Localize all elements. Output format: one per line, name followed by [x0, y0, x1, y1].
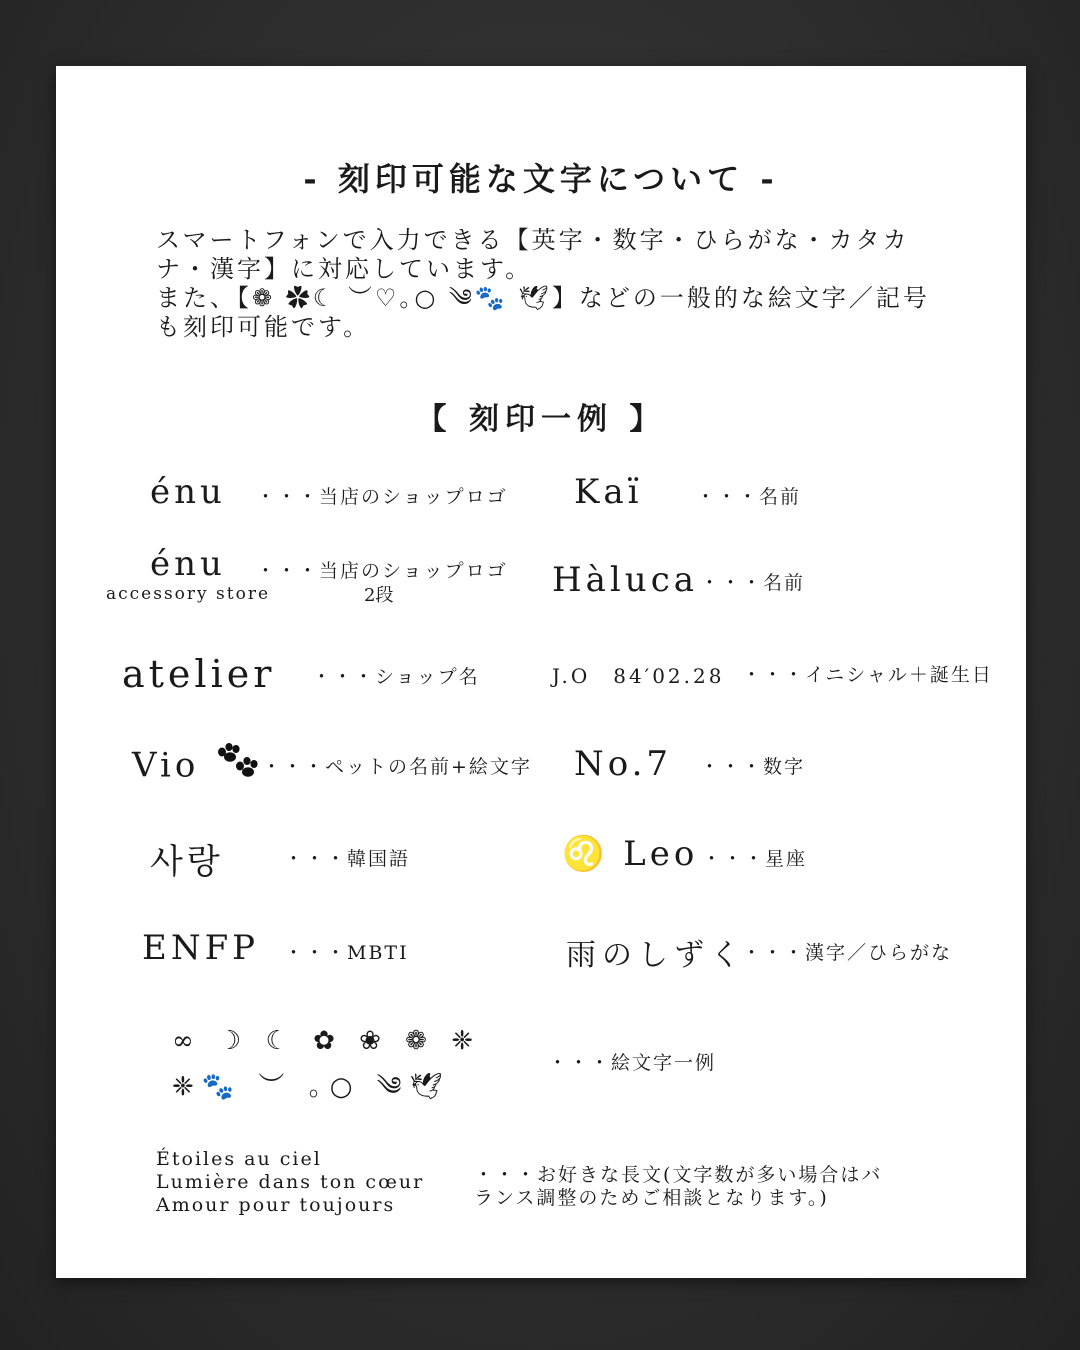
example-korean: 사랑	[150, 842, 224, 882]
info-sheet	[56, 66, 1026, 1278]
desc-kai: ・・・名前	[696, 486, 802, 508]
desc-vio: ・・・ペットの名前+絵文字	[262, 756, 532, 778]
emoji-example-line-1: ∞ ☽ ☾ ✿ ❀ ❁ ❈	[172, 1026, 482, 1056]
desc-kanji: ・・・漢字／ひらがな	[742, 942, 953, 964]
desc-long-text	[474, 1164, 882, 1210]
desc-long-text-line-1: ・・・お好きな長文(文字数が多い場合はバ	[474, 1164, 883, 1186]
page-title: - 刻印可能な文字について -	[303, 160, 779, 198]
desc-leo: ・・・星座	[702, 848, 808, 870]
example-enu-subtitle: accessory store	[106, 584, 271, 604]
paw-print-icon	[214, 742, 260, 793]
intro-line-2: また、【❁ ✿☾ ︶♡｡○ ༄🐾 🕊】などの一般的な絵文字／記号も刻印可能です。	[156, 284, 930, 341]
example-atelier: atelier	[122, 652, 276, 696]
desc-long-text-line-2: ランス調整のためご相談となります。)	[474, 1187, 829, 1209]
desc-initial-birthday: ・・・イニシャル＋誕生日	[742, 664, 993, 686]
desc-haluca: ・・・名前	[700, 572, 806, 594]
long-text-line-2: Lumière dans ton cœur	[156, 1171, 425, 1193]
example-kai: Kaï	[574, 472, 643, 512]
example-enu-two-line: énu	[150, 544, 226, 584]
long-text-line-3: Amour pour toujours	[156, 1194, 396, 1216]
long-text-example	[156, 1148, 424, 1217]
emoji-example-line-2: ❈🐾 ︶ ｡○ ༄🕊	[172, 1072, 451, 1102]
example-enu-logo: énu	[150, 472, 226, 512]
desc-no7: ・・・数字	[700, 756, 806, 778]
examples-heading: 【 刻印一例 】	[416, 402, 666, 437]
desc-enu-two-line: ・・・当店のショップロゴ	[256, 560, 508, 582]
example-leo: ♌ Leo	[562, 834, 699, 874]
desc-enfp: ・・・MBTI	[284, 942, 409, 964]
example-vio-text: Vio	[132, 745, 200, 786]
desc-emoji: ・・・絵文字一例	[548, 1052, 717, 1074]
example-haluca: Hàluca	[552, 560, 699, 600]
desc-enu-logo: ・・・当店のショップロゴ	[256, 486, 508, 508]
example-initial-birthday: J.O 84′02.28	[552, 664, 725, 688]
intro-text	[156, 226, 946, 342]
desc-atelier: ・・・ショップ名	[312, 666, 480, 688]
intro-line-1: スマートフォンで入力できる【英字・数字・ひらがな・カタカナ・漢字】に対応しています。	[156, 226, 910, 283]
example-vio	[132, 742, 260, 793]
example-enfp: ENFP	[142, 928, 260, 968]
desc-korean: ・・・韓国語	[284, 848, 411, 870]
long-text-line-1: Étoiles au ciel	[156, 1148, 322, 1170]
desc-enu-two-line-suffix: 2段	[364, 585, 394, 606]
example-no7: No.7	[574, 744, 673, 784]
example-kanji: 雨のしずく	[566, 938, 746, 973]
